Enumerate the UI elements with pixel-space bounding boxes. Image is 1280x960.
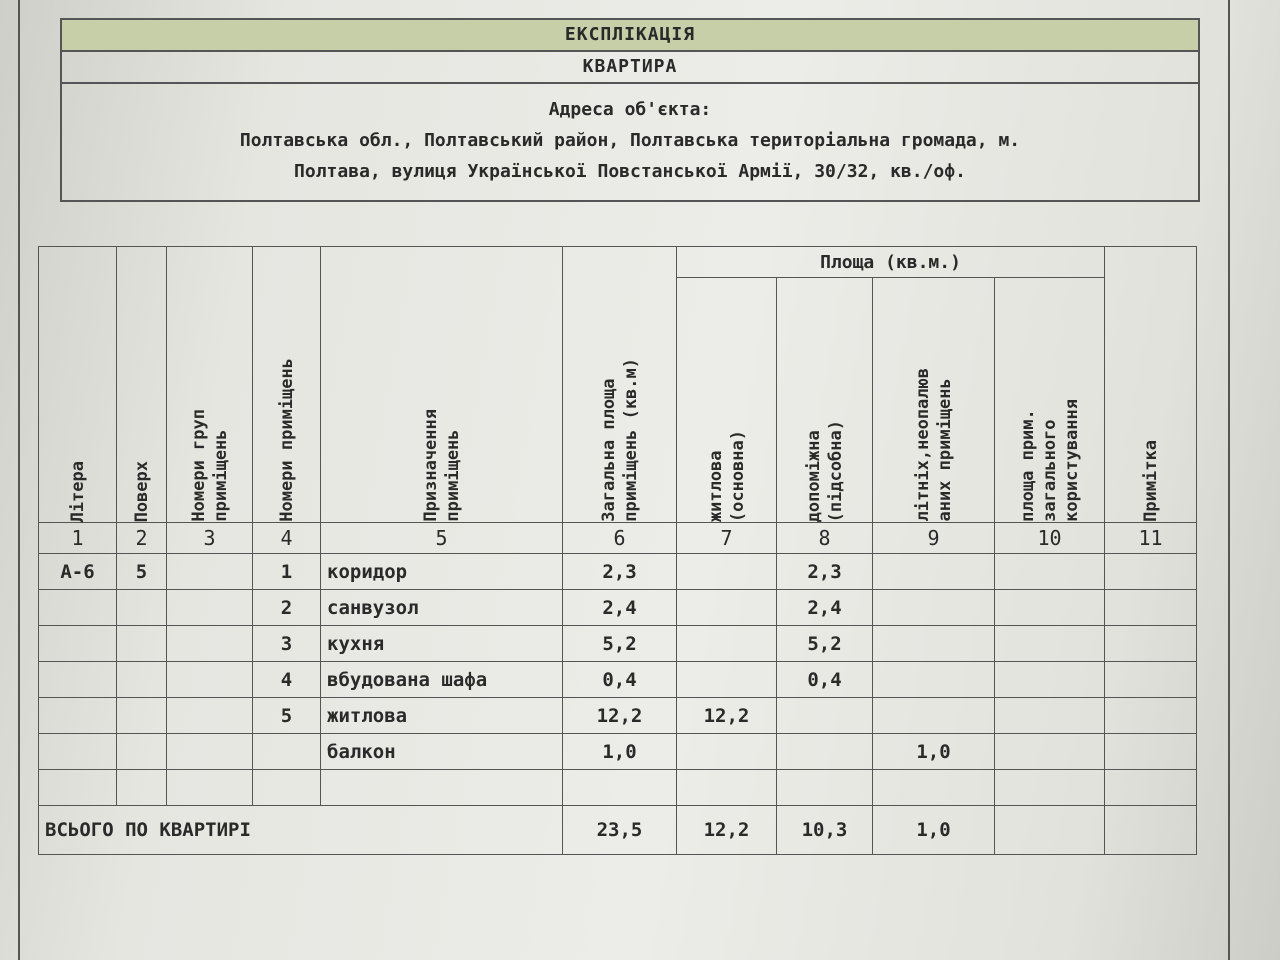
cell-litera xyxy=(39,698,117,734)
cell-common xyxy=(995,734,1105,770)
cell-room: 4 xyxy=(253,662,321,698)
cell-group xyxy=(167,698,253,734)
cell-note xyxy=(1105,590,1197,626)
cell-note xyxy=(1105,734,1197,770)
table-row xyxy=(39,734,1197,770)
cell-total: 0,4 xyxy=(563,662,677,698)
cell-note xyxy=(1105,698,1197,734)
cell-total: 5,2 xyxy=(563,626,677,662)
cell-aux xyxy=(777,734,873,770)
cell-living xyxy=(677,626,777,662)
column-number: 8 xyxy=(777,523,873,554)
cell-purpose: вбудована шафа xyxy=(321,662,563,698)
col-header-purpose: Призначення приміщень xyxy=(321,247,563,523)
explication-table xyxy=(38,246,1197,855)
cell-litera xyxy=(39,662,117,698)
cell-floor xyxy=(117,734,167,770)
cell-common xyxy=(995,554,1105,590)
cell-group xyxy=(167,770,253,806)
cell-aux xyxy=(777,770,873,806)
cell-aux: 5,2 xyxy=(777,626,873,662)
cell-litera xyxy=(39,590,117,626)
col-header-total-area: Загальна площа приміщень (кв.м) xyxy=(563,247,677,523)
explication-sheet xyxy=(30,18,1200,202)
column-number: 6 xyxy=(563,523,677,554)
address-block xyxy=(60,84,1200,202)
column-number-row xyxy=(39,523,1197,554)
cell-floor xyxy=(117,590,167,626)
cell-aux: 2,3 xyxy=(777,554,873,590)
cell-total: 12,2 xyxy=(563,698,677,734)
cell-summer: 1,0 xyxy=(873,734,995,770)
total-common-value xyxy=(995,806,1105,855)
cell-purpose: кухня xyxy=(321,626,563,662)
cell-summer xyxy=(873,626,995,662)
cell-common xyxy=(995,698,1105,734)
cell-summer xyxy=(873,662,995,698)
total-row xyxy=(39,806,1197,855)
cell-floor xyxy=(117,698,167,734)
cell-room: 2 xyxy=(253,590,321,626)
total-area-value: 23,5 xyxy=(563,806,677,855)
col-header-summer: літніх,неопалюв аних приміщень xyxy=(873,278,995,523)
column-number: 3 xyxy=(167,523,253,554)
cell-purpose: житлова xyxy=(321,698,563,734)
cell-group xyxy=(167,734,253,770)
cell-room: 5 xyxy=(253,698,321,734)
total-summer-value: 1,0 xyxy=(873,806,995,855)
cell-total xyxy=(563,770,677,806)
cell-group xyxy=(167,626,253,662)
col-header-living: житлова (основна) xyxy=(677,278,777,523)
address-line-1: Полтавська обл., Полтавський район, Полтавська територіальна громада, м. xyxy=(239,130,1021,151)
table-row xyxy=(39,770,1197,806)
table-row xyxy=(39,698,1197,734)
cell-note xyxy=(1105,662,1197,698)
cell-living xyxy=(677,554,777,590)
cell-living xyxy=(677,770,777,806)
col-header-common: площа прим. загального користування xyxy=(995,278,1105,523)
cell-common xyxy=(995,590,1105,626)
table-row xyxy=(39,626,1197,662)
cell-total: 2,4 xyxy=(563,590,677,626)
cell-summer xyxy=(873,590,995,626)
cell-group xyxy=(167,554,253,590)
cell-floor xyxy=(117,626,167,662)
total-note-value xyxy=(1105,806,1197,855)
column-number: 11 xyxy=(1105,523,1197,554)
cell-total: 2,3 xyxy=(563,554,677,590)
cell-aux: 0,4 xyxy=(777,662,873,698)
cell-room xyxy=(253,770,321,806)
cell-summer xyxy=(873,770,995,806)
cell-litera xyxy=(39,770,117,806)
cell-group xyxy=(167,590,253,626)
total-aux-value: 10,3 xyxy=(777,806,873,855)
column-number: 9 xyxy=(873,523,995,554)
column-number: 2 xyxy=(117,523,167,554)
cell-living xyxy=(677,734,777,770)
cell-living xyxy=(677,590,777,626)
cell-room: 3 xyxy=(253,626,321,662)
total-label: ВСЬОГО ПО КВАРТИРІ xyxy=(39,806,563,855)
area-group-header: Площа (кв.м.) xyxy=(677,247,1105,278)
cell-living xyxy=(677,662,777,698)
cell-purpose: балкон xyxy=(321,734,563,770)
col-header-note: Примітка xyxy=(1105,247,1197,523)
cell-room: 1 xyxy=(253,554,321,590)
cell-living: 12,2 xyxy=(677,698,777,734)
document-title: ЕКСПЛІКАЦІЯ xyxy=(60,18,1200,52)
cell-summer xyxy=(873,554,995,590)
column-number: 7 xyxy=(677,523,777,554)
document-subtitle: КВАРТИРА xyxy=(60,52,1200,84)
cell-room xyxy=(253,734,321,770)
table-row xyxy=(39,554,1197,590)
cell-litera xyxy=(39,626,117,662)
column-number: 10 xyxy=(995,523,1105,554)
cell-common xyxy=(995,626,1105,662)
col-header-room-numbers: Номери приміщень xyxy=(253,247,321,523)
cell-litera xyxy=(39,734,117,770)
col-header-auxiliary: допоміжна (підсобна) xyxy=(777,278,873,523)
cell-total: 1,0 xyxy=(563,734,677,770)
cell-purpose: коридор xyxy=(321,554,563,590)
col-header-litera: Літера xyxy=(39,247,117,523)
address-line-2: Полтава, вулиця Української Повстанської Армії, 30/32, кв./оф. xyxy=(294,161,966,182)
cell-note xyxy=(1105,626,1197,662)
column-number: 4 xyxy=(253,523,321,554)
cell-aux: 2,4 xyxy=(777,590,873,626)
cell-purpose xyxy=(321,770,563,806)
cell-summer xyxy=(873,698,995,734)
cell-common xyxy=(995,662,1105,698)
cell-floor xyxy=(117,770,167,806)
cell-group xyxy=(167,662,253,698)
column-number: 5 xyxy=(321,523,563,554)
total-living-value: 12,2 xyxy=(677,806,777,855)
address-label: Адреса об'єкта: xyxy=(548,99,712,120)
cell-floor xyxy=(117,662,167,698)
cell-purpose: санвузол xyxy=(321,590,563,626)
cell-aux xyxy=(777,698,873,734)
table-row xyxy=(39,590,1197,626)
col-header-group-numbers: Номери груп приміщень xyxy=(167,247,253,523)
table-row xyxy=(39,662,1197,698)
col-header-floor: Поверх xyxy=(117,247,167,523)
cell-floor: 5 xyxy=(117,554,167,590)
column-number: 1 xyxy=(39,523,117,554)
cell-note xyxy=(1105,770,1197,806)
cell-common xyxy=(995,770,1105,806)
cell-note xyxy=(1105,554,1197,590)
cell-litera: А-6 xyxy=(39,554,117,590)
